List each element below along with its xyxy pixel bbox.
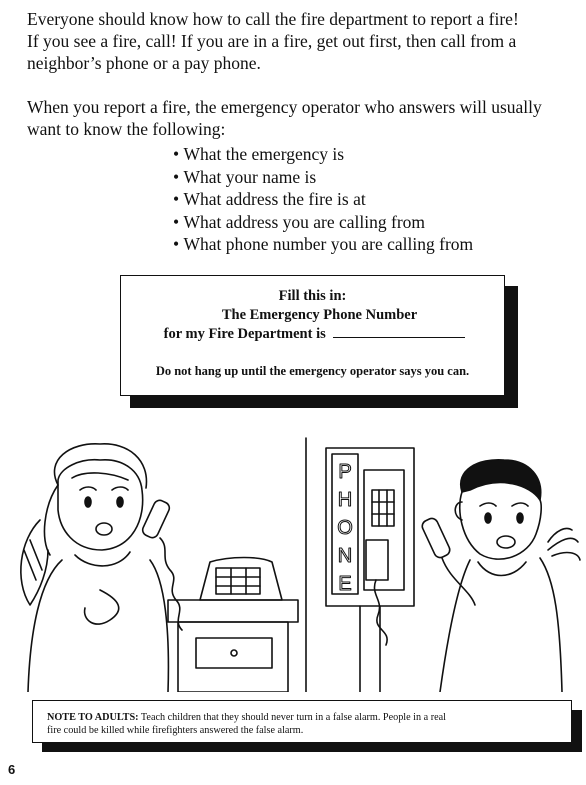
boy-collar: [478, 562, 526, 576]
payphone-keypad: [372, 490, 394, 526]
boy-hand: [548, 529, 580, 561]
girl-ponytail-strands: [24, 540, 42, 580]
page-number: 6: [8, 762, 16, 777]
keypad-grid: [216, 568, 260, 594]
girl-figure: [21, 444, 182, 692]
bullet-item: • What phone number you are calling from: [173, 233, 473, 256]
phone-sign-letter: N: [337, 545, 353, 567]
girl-mouth: [96, 523, 112, 535]
girl-bangs: [72, 473, 128, 480]
phone-cord: [160, 538, 182, 630]
phone-sign-letter: P: [338, 461, 352, 483]
intro-line: Everyone should know how to call the fire department to report a fire!: [27, 9, 519, 29]
report-paragraph: [27, 96, 582, 140]
phone-sign-letter: O: [337, 517, 353, 539]
payphone-unit: [364, 470, 404, 590]
girl-eyebrows: [80, 487, 128, 490]
boy-face: [460, 492, 541, 559]
bullet-item: • What address you are calling from: [173, 211, 473, 234]
boy-mouth: [497, 536, 515, 548]
telephone-table: [168, 558, 298, 693]
note-to-adults-box: [32, 700, 572, 743]
fill-box-warning: Do not hang up until the emergency operator says you can.: [155, 364, 470, 378]
girl-hair: [54, 444, 146, 488]
fill-box-subtitle: The Emergency Phone Number: [221, 307, 418, 323]
payphone-keypad-grid: [372, 490, 394, 526]
girl-eye: [117, 497, 123, 507]
table-top: [168, 600, 298, 622]
boy-eye: [485, 513, 491, 523]
report-line: want to know the following:: [27, 119, 226, 139]
boy-body: [440, 558, 562, 692]
fill-box-prompt-row: [121, 325, 504, 344]
pay-phone: [326, 448, 414, 692]
intro-paragraph: [27, 8, 582, 74]
phone-sign-letter: E: [338, 573, 352, 595]
boy-hair: [461, 460, 541, 500]
note-text: Teach children that they should never turn in a false alarm. People in a real: [138, 712, 446, 723]
payphone-cradle: [366, 540, 388, 580]
handset-icon: [420, 516, 451, 559]
intro-line: neighbor’s phone or a pay phone.: [27, 53, 261, 73]
bullet-item: • What address the fire is at: [173, 188, 473, 211]
intro-line: If you see a fire, call! If you are in a fire, get out first, then call from a: [27, 31, 517, 51]
drawer-knob: [231, 650, 237, 656]
girl-hand: [85, 590, 119, 624]
boy-eyebrows: [480, 503, 528, 506]
bullet-item: • What your name is: [173, 166, 473, 189]
table-drawer: [196, 638, 272, 668]
phone-sign-letter: H: [337, 489, 353, 511]
girl-eye: [85, 497, 91, 507]
boy-figure: [420, 460, 580, 692]
phone-call-illustration: [0, 430, 586, 692]
note-line: fire could be killed while firefighters answered the false alarm.: [47, 725, 304, 736]
fill-box-title: Fill this in:: [278, 288, 347, 304]
girl-body: [28, 560, 168, 692]
bullet-item: • What the emergency is: [173, 143, 473, 166]
report-bullet-list: [173, 143, 473, 256]
fill-box-prompt: for my Fire Department is: [163, 326, 326, 342]
girl-hair-back: [44, 485, 58, 555]
boy-arm: [442, 558, 475, 605]
note-label: NOTE TO ADULTS:: [47, 712, 139, 723]
keypad: [216, 568, 260, 594]
handset-icon: [141, 498, 172, 539]
report-line: When you report a fire, the emergency operator who answers will usually: [27, 97, 542, 117]
phone-number-blank[interactable]: [333, 325, 465, 338]
fill-in-box: [120, 275, 505, 396]
boy-eye: [517, 513, 523, 523]
note-line: [47, 711, 563, 724]
girl-collar: [75, 552, 130, 566]
